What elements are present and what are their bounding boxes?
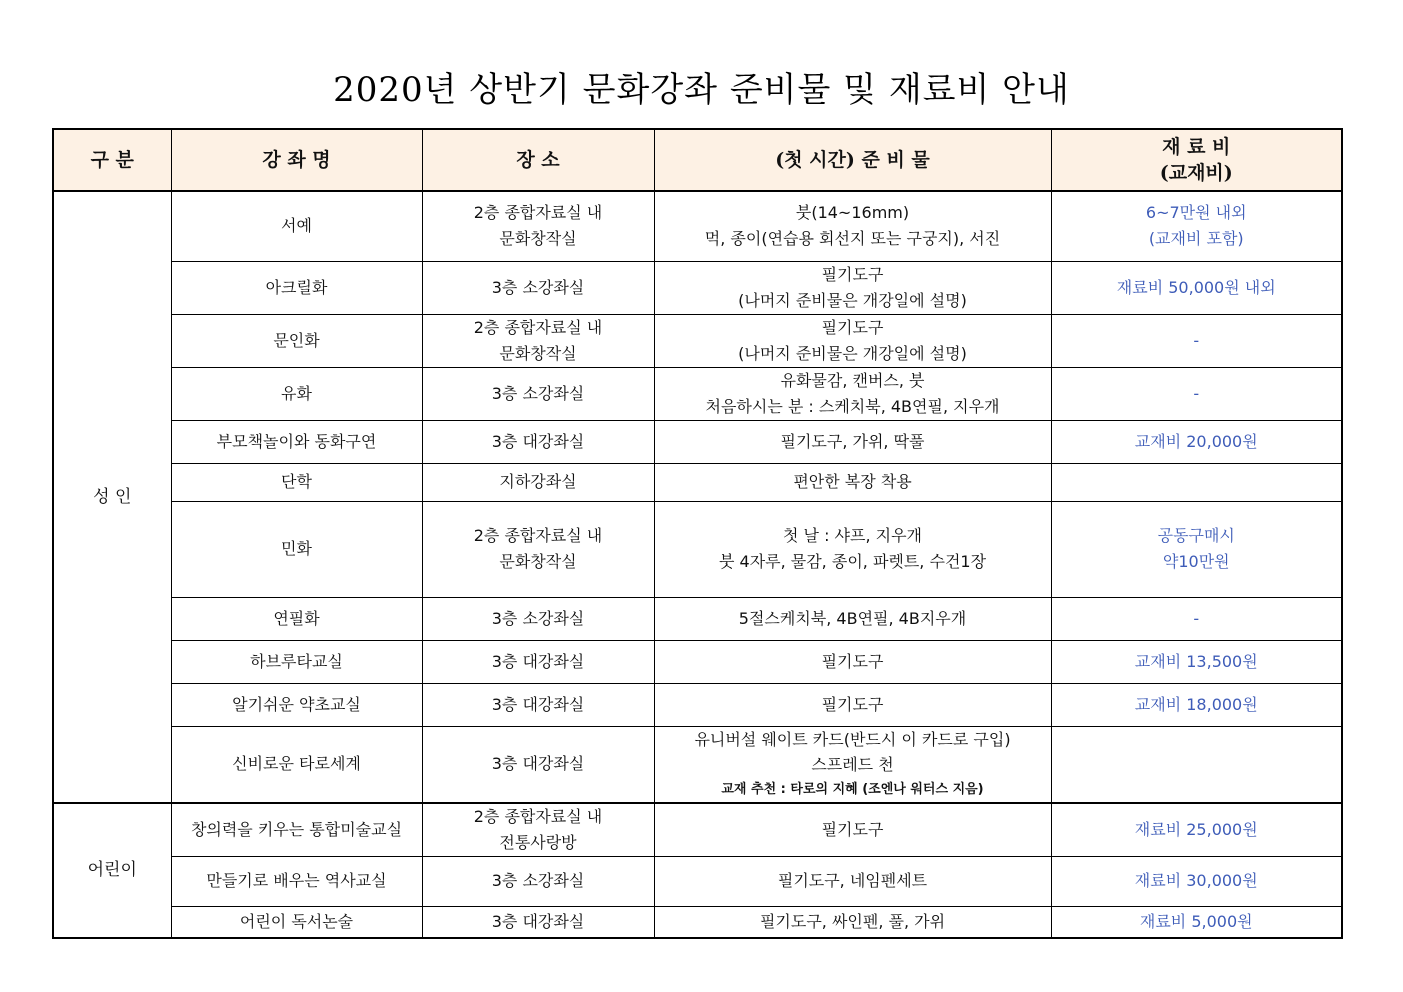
table-row [53,597,1342,640]
materials-line: 첫 날 : 샤프, 지우개 [782,526,922,545]
place-line: 2층 종합자료실 내 [473,526,603,545]
course-fee: 교재비 13,500원 [1051,640,1342,683]
header-fee-line1: 재 료 비 [1162,136,1231,158]
course-fee: - [1051,367,1342,420]
table-row [53,420,1342,463]
course-name: 문인화 [171,314,422,367]
course-materials [654,191,1051,261]
materials-line: 붓 4자루, 물감, 종이, 파렛트, 수건1장 [718,552,987,571]
fee-line: (교재비 포함) [1148,229,1244,249]
materials-line: 붓(14~16mm) [795,203,910,223]
header-materials: (첫 시간) 준 비 물 [654,129,1051,191]
course-materials: 필기도구 [654,640,1051,683]
fee-line: 공동구매시 [1157,526,1235,545]
course-table [52,128,1343,939]
course-place: 3층 소강좌실 [422,367,654,420]
course-place: 3층 대강좌실 [422,420,654,463]
header-place: 장 소 [422,129,654,191]
materials-line: (나머지 준비물은 개강일에 설명) [738,290,967,310]
place-line: 2층 종합자료실 내 [473,806,603,826]
course-name: 서예 [171,191,422,261]
course-name: 부모책놀이와 동화구연 [171,420,422,463]
course-fee: 재료비 5,000원 [1051,906,1342,938]
course-name: 어린이 독서논술 [171,906,422,938]
table-row [53,314,1342,367]
course-fee [1051,726,1342,803]
course-place: 3층 소강좌실 [422,856,654,906]
course-materials: 필기도구, 싸인펜, 풀, 가위 [654,906,1051,938]
course-materials: 편안한 복장 착용 [654,463,1051,501]
course-name: 신비로운 타로세계 [171,726,422,803]
course-name: 창의력을 키우는 통합미술교실 [171,803,422,857]
course-place: 3층 대강좌실 [422,683,654,726]
course-place: 3층 대강좌실 [422,726,654,803]
header-fee [1051,129,1342,191]
course-place [422,501,654,597]
course-fee: - [1051,314,1342,367]
course-materials [654,261,1051,314]
header-fee-line2: (교재비) [1159,162,1233,184]
table-row [53,463,1342,501]
course-materials: 필기도구, 가위, 딱풀 [654,420,1051,463]
course-materials [654,314,1051,367]
materials-line: (나머지 준비물은 개강일에 설명) [738,343,967,363]
materials-line: 먹, 종이(연습용 회선지 또는 구궁지), 서진 [704,229,1001,249]
table-row [53,803,1342,857]
header-course: 강 좌 명 [171,129,422,191]
course-materials: 필기도구, 네임펜세트 [654,856,1051,906]
place-line: 문화창작실 [499,552,577,571]
table-row [53,856,1342,906]
page-title: 2020년 상반기 문화강좌 준비물 및 재료비 안내 [333,70,1070,110]
place-line: 문화창작실 [499,343,577,363]
materials-line: 처음하시는 분 : 스케치북, 4B연필, 지우개 [705,396,1000,416]
course-name: 아크릴화 [171,261,422,314]
materials-line: 교재 추천 : 타로의 지혜 (조엔나 워터스 지음) [721,781,984,797]
table-header-row [53,129,1342,191]
materials-line: 필기도구 [821,317,884,337]
place-line: 2층 종합자료실 내 [473,203,603,223]
course-fee: 재료비 50,000원 내외 [1051,261,1342,314]
course-fee: 재료비 25,000원 [1051,803,1342,857]
fee-line: 6~7만원 내외 [1145,203,1247,223]
materials-line: 유니버설 웨이트 카드(반드시 이 카드로 구입) [694,729,1011,749]
place-line: 2층 종합자료실 내 [473,317,603,337]
course-name: 만들기로 배우는 역사교실 [171,856,422,906]
course-fee: 재료비 30,000원 [1051,856,1342,906]
course-materials: 5절스케치북, 4B연필, 4B지우개 [654,597,1051,640]
place-line: 전통사랑방 [499,832,577,852]
fee-line: 약10만원 [1162,552,1230,571]
table-row [53,501,1342,597]
course-name: 연필화 [171,597,422,640]
table-row [53,906,1342,938]
course-place [422,314,654,367]
group-adult: 성 인 [53,191,171,803]
course-place: 지하강좌실 [422,463,654,501]
table-row [53,726,1342,803]
course-fee: 교재비 18,000원 [1051,683,1342,726]
course-materials: 필기도구 [654,683,1051,726]
course-materials [654,726,1051,803]
course-fee: 교재비 20,000원 [1051,420,1342,463]
course-place: 3층 대강좌실 [422,906,654,938]
materials-line: 스프레드 천 [811,754,894,774]
course-name: 알기쉬운 약초교실 [171,683,422,726]
course-place [422,191,654,261]
course-materials: 필기도구 [654,803,1051,857]
group-child: 어린이 [53,803,171,939]
course-place: 3층 대강좌실 [422,640,654,683]
course-fee [1051,501,1342,597]
course-place [422,803,654,857]
table-row [53,191,1342,261]
table-row [53,640,1342,683]
course-name: 유화 [171,367,422,420]
table-row [53,683,1342,726]
course-name: 단학 [171,463,422,501]
course-fee: - [1051,597,1342,640]
header-category: 구 분 [53,129,171,191]
materials-line: 필기도구 [821,264,884,284]
course-name: 민화 [171,501,422,597]
course-place: 3층 소강좌실 [422,261,654,314]
course-fee [1051,191,1342,261]
place-line: 문화창작실 [499,229,577,249]
materials-line: 유화물감, 캔버스, 붓 [780,370,925,390]
course-materials [654,367,1051,420]
table-row [53,261,1342,314]
course-place: 3층 소강좌실 [422,597,654,640]
course-name: 하브루타교실 [171,640,422,683]
table-row [53,367,1342,420]
course-materials [654,501,1051,597]
course-fee [1051,463,1342,501]
